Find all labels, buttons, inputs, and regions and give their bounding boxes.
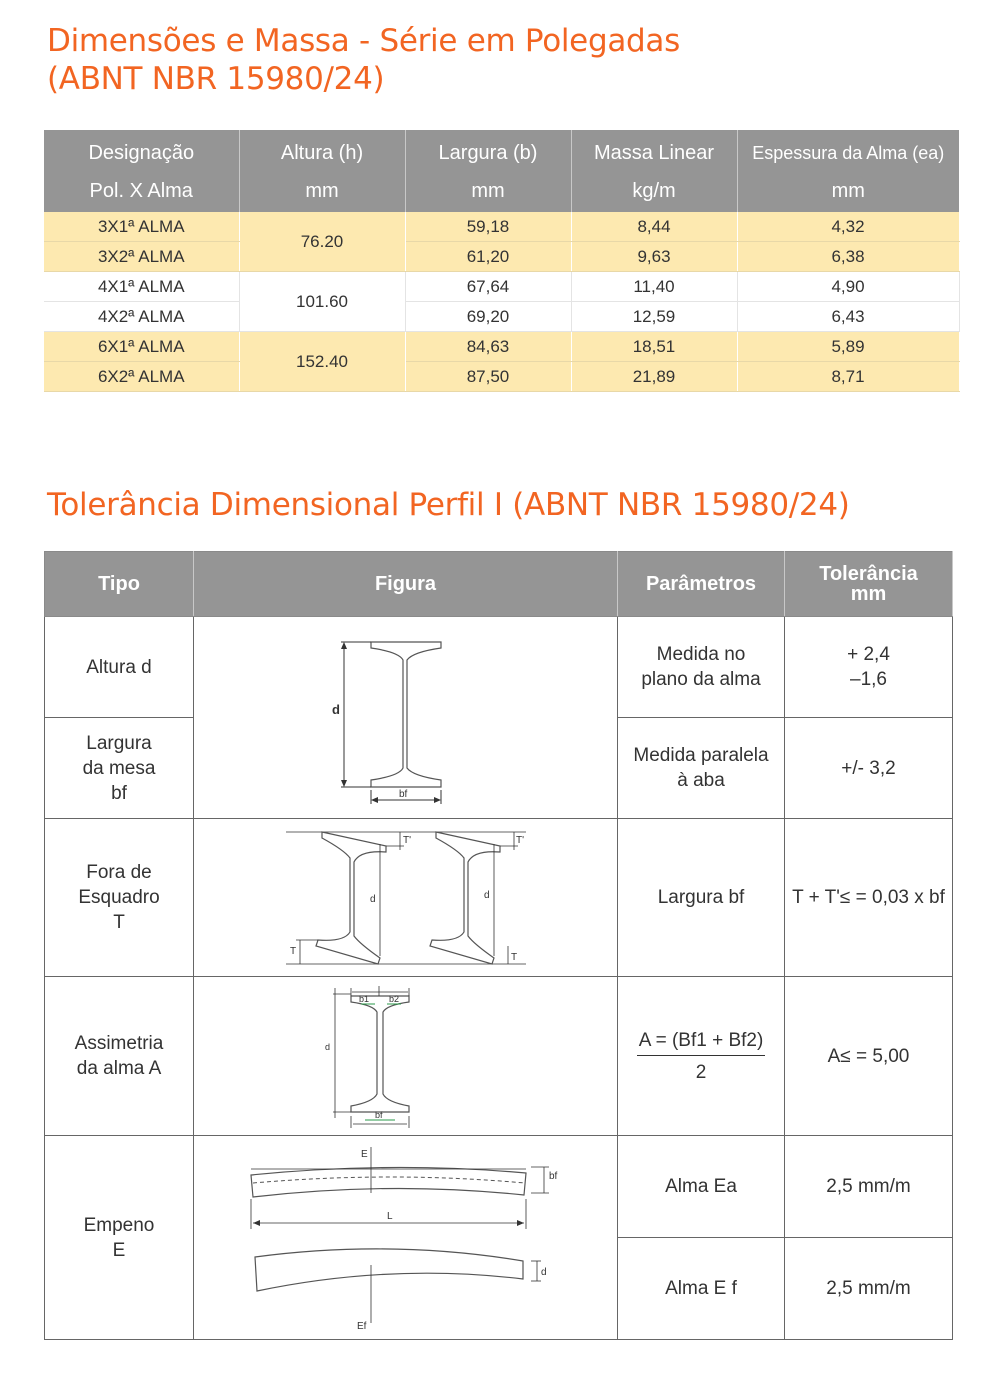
cell-altura: 152.40 xyxy=(239,332,405,392)
header-massa: Massa Linear kg/m xyxy=(571,130,737,212)
label-bf-asym: bf xyxy=(374,1109,383,1120)
cell-espessura: 6,38 xyxy=(737,242,959,272)
tol-esquadro: T + T'≤ = 0,03 x bf xyxy=(785,819,953,977)
section1-title-line1: Dimensões e Massa - Série em Polegadas xyxy=(47,23,680,59)
figure-altura-largura xyxy=(194,617,618,819)
table-row xyxy=(44,212,959,242)
header-largura: Largura (b) mm xyxy=(405,130,571,212)
tipo-assimetria: Assimetria da alma A xyxy=(45,977,194,1136)
header-tipo: Tipo xyxy=(45,552,194,617)
tol-assimetria: A≤ = 5,00 xyxy=(785,977,953,1136)
cell-massa: 18,51 xyxy=(571,332,737,362)
tol-altura: + 2,4 –1,6 xyxy=(785,617,953,718)
cell-designacao: 3X2ª ALMA xyxy=(44,242,239,272)
figure-esquadro xyxy=(194,819,618,977)
web-asymmetry-figure xyxy=(321,984,491,1129)
cell-designacao: 3X1ª ALMA xyxy=(44,212,239,242)
label-tp-left: T' xyxy=(402,834,411,846)
cell-massa: 8,44 xyxy=(571,212,737,242)
cell-designacao: 6X2ª ALMA xyxy=(44,362,239,392)
i-beam-height-width-figure xyxy=(331,630,481,805)
tipo-largura: Largura da mesa bf xyxy=(45,718,194,819)
section2-title: Tolerância Dimensional Perfil I (ABNT NBR 15980/24) xyxy=(47,487,850,523)
cell-massa: 9,63 xyxy=(571,242,737,272)
cell-espessura: 8,71 xyxy=(737,362,959,392)
label-d-right: d xyxy=(483,889,490,901)
table-row xyxy=(44,272,959,302)
table-row xyxy=(45,1136,953,1238)
label-tp-right: T' xyxy=(515,834,524,846)
param-empeno-1: Alma Ea xyxy=(618,1136,785,1238)
header-altura: Altura (h) mm xyxy=(239,130,405,212)
cell-largura: 67,64 xyxy=(405,272,571,302)
tolerance-header-row xyxy=(45,552,953,617)
cell-massa: 11,40 xyxy=(571,272,737,302)
param-altura: Medida no plano da alma xyxy=(618,617,785,718)
table-row xyxy=(44,242,959,272)
label-e: E xyxy=(360,1148,368,1160)
cell-altura: 76.20 xyxy=(239,212,405,272)
label-d-asym: d xyxy=(324,1041,330,1052)
dimensions-header-row xyxy=(44,130,959,212)
label-bf-warp: bf xyxy=(548,1170,557,1182)
header-figura: Figura xyxy=(194,552,618,617)
table-row xyxy=(44,332,959,362)
tol-largura: +/- 3,2 xyxy=(785,718,953,819)
cell-largura: 61,20 xyxy=(405,242,571,272)
tipo-altura: Altura d xyxy=(45,617,194,718)
param-largura: Medida paralela à aba xyxy=(618,718,785,819)
cell-largura: 69,20 xyxy=(405,302,571,332)
figure-empeno xyxy=(194,1136,618,1340)
label-b2: b2 xyxy=(388,993,399,1004)
cell-largura: 87,50 xyxy=(405,362,571,392)
cell-designacao: 4X2ª ALMA xyxy=(44,302,239,332)
label-t-right: T xyxy=(510,951,517,963)
cell-largura: 84,63 xyxy=(405,332,571,362)
cell-massa: 12,59 xyxy=(571,302,737,332)
cell-espessura: 4,90 xyxy=(737,272,959,302)
cell-designacao: 4X1ª ALMA xyxy=(44,272,239,302)
param-esquadro: Largura bf xyxy=(618,819,785,977)
cell-altura: 101.60 xyxy=(239,272,405,332)
param-empeno-2: Alma E f xyxy=(618,1238,785,1340)
section1-title xyxy=(47,22,947,98)
out-of-square-figure xyxy=(286,828,526,968)
label-b1: b1 xyxy=(358,993,369,1004)
label-bf: bf xyxy=(398,789,407,800)
header-espessura: Espessura da Alma (ea) mm xyxy=(737,130,959,212)
cell-largura: 59,18 xyxy=(405,212,571,242)
tol-empeno-2: 2,5 mm/m xyxy=(785,1238,953,1340)
header-parametros: Parâmetros xyxy=(618,552,785,617)
cell-espessura: 4,32 xyxy=(737,212,959,242)
dimensions-table xyxy=(44,130,960,392)
tolerance-table xyxy=(44,551,953,1340)
section1-title-line2: (ABNT NBR 15980/24) xyxy=(47,61,385,97)
table-row xyxy=(45,617,953,718)
table-row xyxy=(44,362,959,392)
table-row xyxy=(45,819,953,977)
label-d: d xyxy=(331,702,340,717)
figure-assimetria xyxy=(194,977,618,1136)
tipo-esquadro: Fora de Esquadro T xyxy=(45,819,194,977)
table-row xyxy=(45,977,953,1136)
cell-espessura: 5,89 xyxy=(737,332,959,362)
asymmetry-formula: $\frac{A = (Bf1 + Bf2)}{2}$ xyxy=(638,1029,764,1083)
cell-designacao: 6X1ª ALMA xyxy=(44,332,239,362)
header-tolerancia: Tolerância mm xyxy=(785,552,953,617)
label-l: L xyxy=(386,1210,393,1222)
cell-massa: 21,89 xyxy=(571,362,737,392)
header-designacao: Designação Pol. X Alma xyxy=(44,130,239,212)
cell-espessura: 6,43 xyxy=(737,302,959,332)
tipo-empeno: Empeno E xyxy=(45,1136,194,1340)
label-d-warp: d xyxy=(540,1266,547,1278)
tol-empeno-1: 2,5 mm/m xyxy=(785,1136,953,1238)
warping-figure xyxy=(241,1143,571,1333)
label-t-left: T xyxy=(289,945,296,957)
table-row xyxy=(44,302,959,332)
param-assimetria xyxy=(618,977,785,1136)
label-d-left: d xyxy=(369,893,376,905)
label-ef: Ef xyxy=(356,1320,366,1332)
